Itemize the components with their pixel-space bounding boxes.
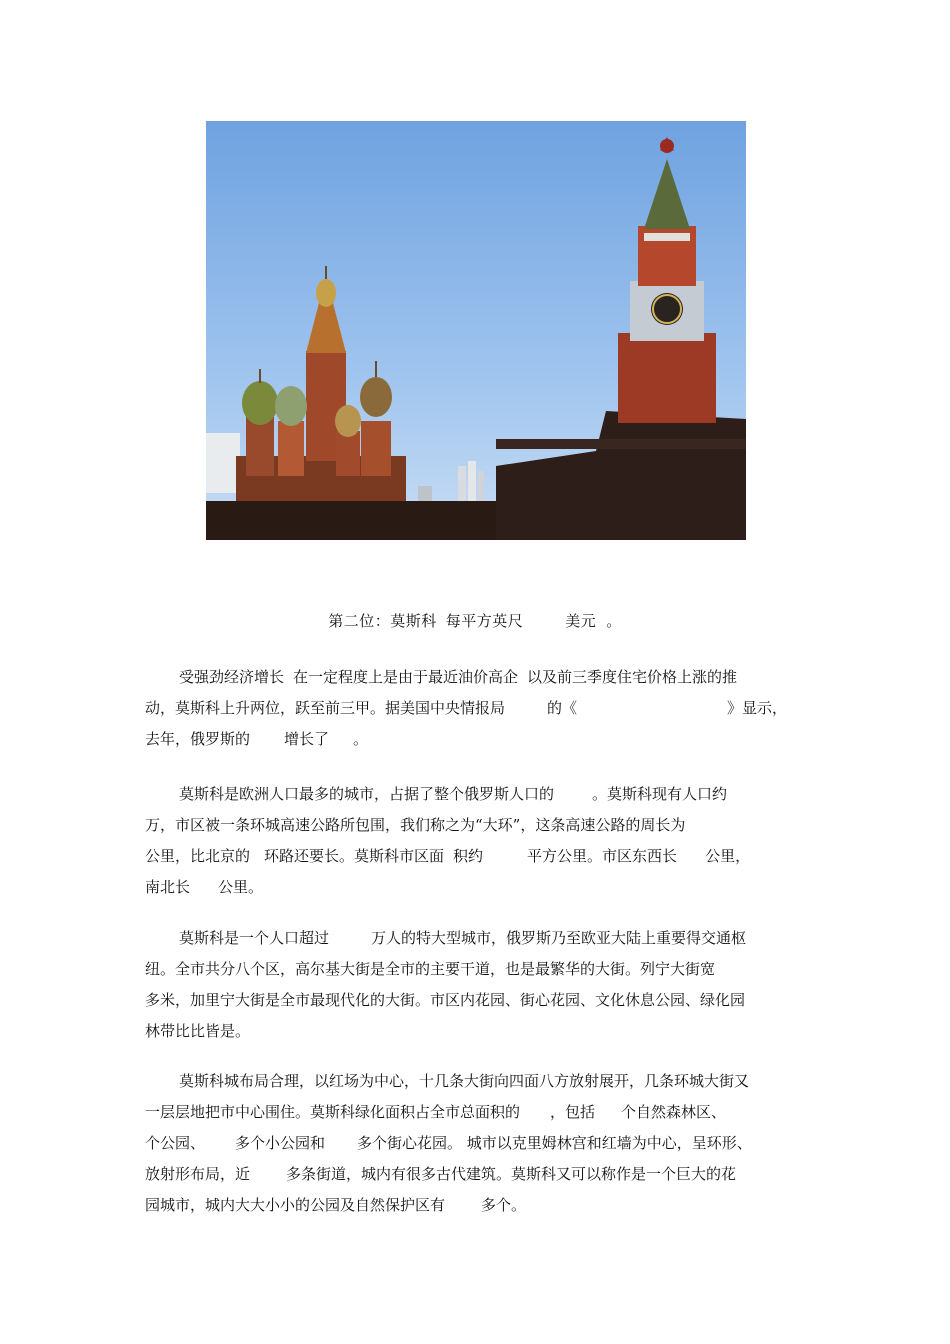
text-fragment: 平方公里。市区东西长: [527, 847, 678, 865]
text-fragment: 在一定程度上是由于最近油价高企: [293, 668, 519, 686]
text-fragment: 个自然森林区、: [621, 1103, 727, 1121]
text-fragment: 一层层地把市中心围住。莫斯科绿化面积占全市总面积的: [145, 1103, 521, 1121]
text-fragment: ，包括: [550, 1103, 596, 1121]
text-line: [145, 1016, 810, 1047]
text-line: [145, 1066, 810, 1097]
text-line: [145, 724, 810, 755]
caption-currency: 美元: [565, 612, 597, 630]
text-line: [145, 1097, 810, 1128]
text-fragment: 放射形布局，近: [145, 1165, 251, 1183]
text-fragment: 公里。: [218, 878, 264, 896]
text-line: [145, 954, 810, 985]
caption-rank-city: 第二位：莫斯科: [328, 612, 437, 630]
text-fragment: 多个小公园和: [235, 1134, 326, 1152]
text-line: [145, 923, 810, 954]
text-fragment: 去年，俄罗斯的: [145, 730, 251, 748]
text-fragment: 莫斯科是一个人口超过: [179, 929, 330, 947]
text-fragment: 多条街道，城内有很多古代建筑。莫斯科又可以称作是一个巨大的花: [286, 1165, 737, 1183]
paragraph-economy: [145, 662, 810, 755]
paragraph-city: [145, 923, 810, 1047]
text-line: [145, 1190, 810, 1221]
text-fragment: 动，莫斯科上升两位，跃至前三甲。据美国中央情报局: [145, 699, 506, 717]
text-fragment: 林带比比皆是。: [145, 1022, 251, 1040]
text-fragment: 莫斯科城布局合理，以红场为中心，十几条大街向四面八方放射展开，几条环城大街又: [179, 1072, 750, 1090]
text-line: [145, 810, 810, 841]
text-line: [145, 985, 810, 1016]
text-fragment: 。: [353, 730, 369, 748]
text-fragment: 受强劲经济增长: [179, 668, 285, 686]
text-fragment: 以及前三季度住宅价格上涨的推: [527, 668, 738, 686]
text-line: [145, 841, 810, 872]
text-fragment: 增长了: [284, 730, 330, 748]
caption-end: 。: [606, 612, 622, 630]
text-fragment: 万，市区被一条环城高速公路所包围，我们称之为“大环”，这条高速公路的周长为: [145, 816, 686, 834]
text-fragment: 万人的特大型城市，俄罗斯乃至欧亚大陆上重要得交通枢: [371, 929, 747, 947]
photo-caption: [0, 610, 950, 631]
text-fragment: 园城市，城内大大小小的公园及自然保护区有: [145, 1196, 446, 1214]
text-fragment: 公里，比北京的: [145, 847, 251, 865]
text-fragment: 。莫斯科现有人口约: [592, 785, 728, 803]
text-line: [145, 1159, 810, 1190]
text-fragment: 环路还要长。莫斯科市区面: [264, 847, 445, 865]
text-fragment: 南北长: [145, 878, 191, 896]
text-fragment: 莫斯科是欧洲人口最多的城市，占据了整个俄罗斯人口的: [179, 785, 555, 803]
paragraph-population: [145, 779, 810, 903]
text-line: [145, 872, 810, 903]
text-fragment: 多个街心花园。 城市以克里姆林宫和红墙为中心，呈环形、: [357, 1134, 752, 1152]
text-line: [145, 662, 810, 693]
text-fragment: 》显示，: [727, 699, 788, 717]
text-fragment: 积约: [453, 847, 484, 865]
text-line: [145, 779, 810, 810]
text-fragment: 纽。全市共分八个区，高尔基大街是全市的主要干道，也是最繁华的大街。列宁大街宽: [145, 960, 716, 978]
text-line: [145, 1128, 810, 1159]
moscow-red-square-photo: [206, 121, 746, 540]
text-fragment: 多个。: [481, 1196, 527, 1214]
caption-unit: 每平方英尺: [445, 612, 524, 630]
text-fragment: 的《: [547, 699, 578, 717]
paragraph-layout: [145, 1066, 810, 1221]
text-fragment: 个公园、: [145, 1134, 206, 1152]
text-line: [145, 693, 810, 724]
text-fragment: 多米，加里宁大街是全市最现代化的大街。市区内花园、街心花园、文化休息公园、绿化园: [145, 991, 746, 1009]
text-fragment: 公里，: [705, 847, 751, 865]
